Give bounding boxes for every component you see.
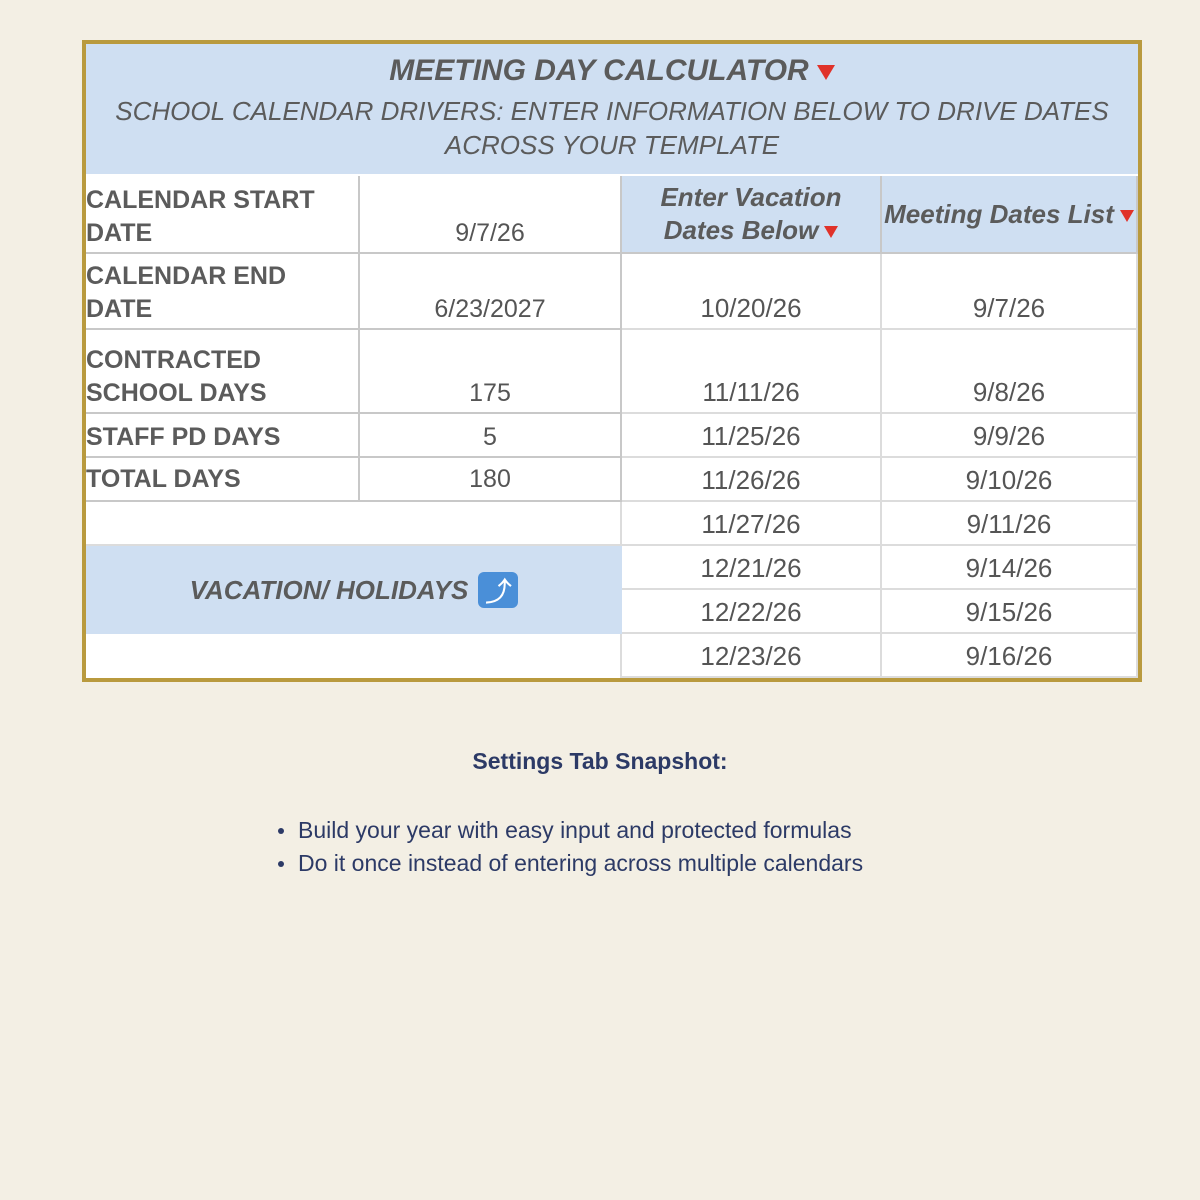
vacation-date-cell[interactable]: 10/20/26	[622, 254, 882, 330]
vacation-date-cell[interactable]: 12/21/26	[622, 546, 882, 590]
vacation-date-cell[interactable]: 11/26/26	[622, 458, 882, 502]
empty-cell	[86, 634, 622, 678]
empty-cell	[86, 502, 622, 546]
setting-label-contracted-days: CONTRACTED SCHOOL DAYS	[86, 330, 360, 414]
meeting-dates-header	[882, 176, 1138, 254]
spreadsheet-frame	[82, 40, 1142, 682]
setting-label-total-days: TOTAL DAYS	[86, 458, 360, 502]
vacation-date-cell[interactable]: 12/22/26	[622, 590, 882, 634]
meeting-date-cell: 9/11/26	[882, 502, 1138, 546]
vacation-dates-header	[622, 176, 882, 254]
vacation-holidays-label: VACATION/ HOLIDAYS	[189, 574, 469, 605]
setting-value-start-date[interactable]: 9/7/26	[360, 176, 622, 254]
setting-label-start-date: CALENDAR START DATE	[86, 176, 360, 254]
setting-label-pd-days: STAFF PD DAYS	[86, 414, 360, 458]
spreadsheet-grid	[86, 44, 1138, 678]
calculator-title	[86, 54, 1138, 88]
calculator-subtitle: SCHOOL CALENDAR DRIVERS: ENTER INFORMATION BELOW TO DRIVE DATES ACROSS YOUR TEMPLATE	[115, 96, 1109, 160]
vacation-holidays-banner	[86, 546, 622, 634]
setting-value-total-days: 180	[360, 458, 622, 502]
red-triangle-down-icon	[824, 226, 838, 238]
feature-bullet: Do it once instead of entering across multiple calendars	[272, 847, 863, 880]
vacation-date-cell[interactable]: 12/23/26	[622, 634, 882, 678]
meeting-date-cell: 9/14/26	[882, 546, 1138, 590]
vacation-date-cell[interactable]: 11/25/26	[622, 414, 882, 458]
setting-value-contracted-days[interactable]: 175	[360, 330, 622, 414]
setting-value-end-date[interactable]: 6/23/2027	[360, 254, 622, 330]
meeting-date-cell: 9/7/26	[882, 254, 1138, 330]
snapshot-caption: Settings Tab Snapshot:	[472, 748, 728, 774]
vacation-date-cell[interactable]: 11/11/26	[622, 330, 882, 414]
red-triangle-down-icon	[817, 65, 835, 80]
arrow-up-right-icon: ⤴	[478, 572, 518, 608]
feature-bullet: Build your year with easy input and protected formulas	[272, 814, 863, 847]
meeting-date-cell: 9/16/26	[882, 634, 1138, 678]
meeting-date-cell: 9/15/26	[882, 590, 1138, 634]
meeting-date-cell: 9/9/26	[882, 414, 1138, 458]
calculator-title-text: MEETING DAY CALCULATOR	[389, 54, 809, 87]
red-triangle-down-icon	[1120, 210, 1134, 222]
setting-label-end-date: CALENDAR END DATE	[86, 254, 360, 330]
feature-bullet-list	[272, 814, 863, 880]
meeting-date-cell: 9/8/26	[882, 330, 1138, 414]
calculator-header	[86, 44, 1138, 174]
meeting-date-cell: 9/10/26	[882, 458, 1138, 502]
vacation-date-cell[interactable]: 11/27/26	[622, 502, 882, 546]
vacation-dates-header-text: Enter Vacation Dates Below	[660, 182, 842, 245]
setting-value-pd-days[interactable]: 5	[360, 414, 622, 458]
meeting-dates-header-text: Meeting Dates List	[884, 198, 1114, 229]
